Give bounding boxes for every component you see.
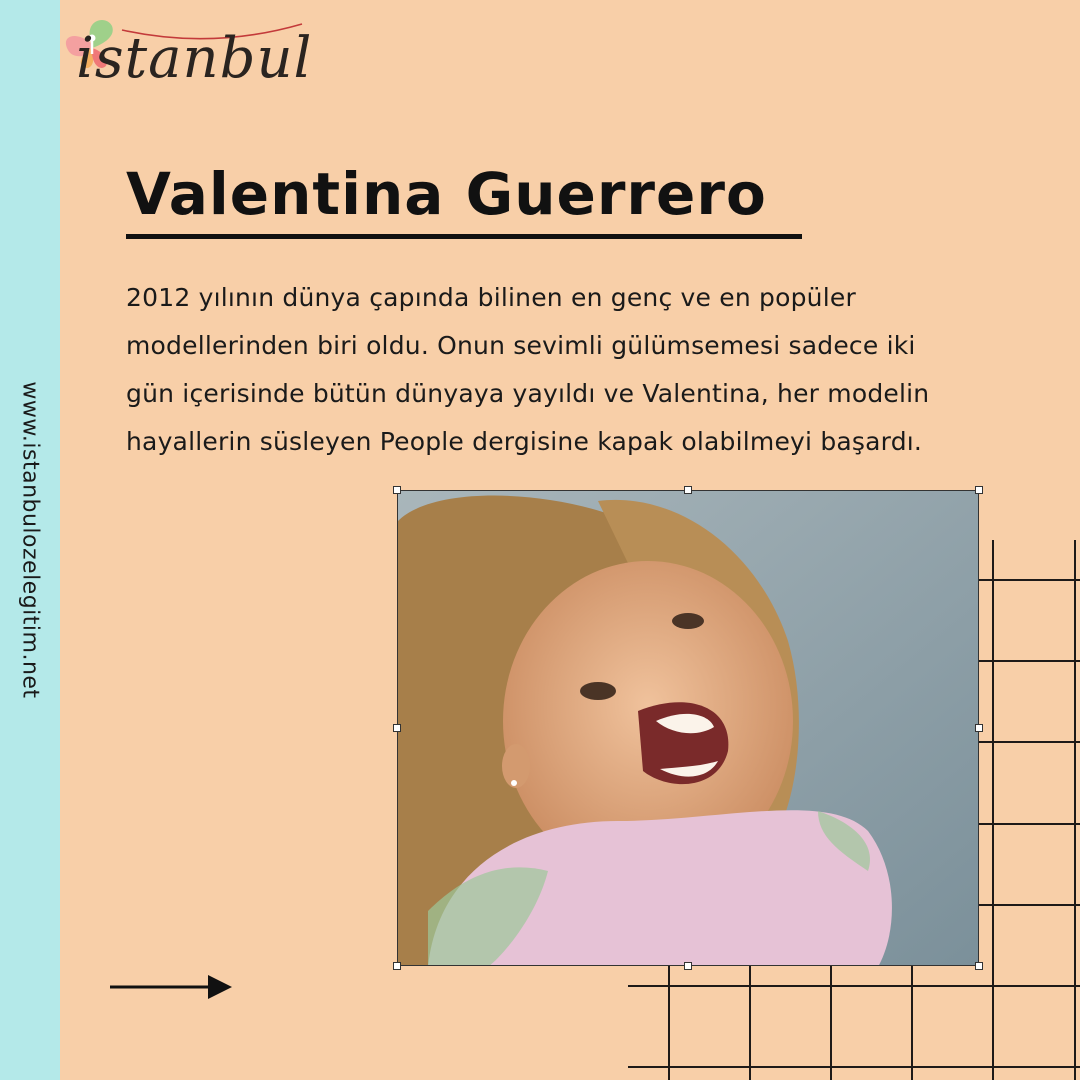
arrow-right-icon[interactable] (108, 972, 234, 1002)
resize-handle-bottom-right[interactable] (975, 962, 983, 970)
post-title: Valentina Guerrero (126, 160, 767, 228)
resize-handle-right[interactable] (975, 724, 983, 732)
post-body: 2012 yılının dünya çapında bilinen en genç ve en popüler modellerinden biri oldu. Onun sevimli gülümsemesi sadece iki gün içerisinde bütün dünyaya yayıldı ve Valentina, her modelin hayallerin süsleyen People dergisine kapak olabilmeyi başardı. (126, 283, 930, 456)
child-photo[interactable] (397, 490, 979, 966)
resize-handle-top[interactable] (684, 486, 692, 494)
resize-handle-top-right[interactable] (975, 486, 983, 494)
logo-text: istanbul (76, 26, 313, 91)
resize-handle-top-left[interactable] (393, 486, 401, 494)
resize-handle-bottom[interactable] (684, 962, 692, 970)
resize-handle-left[interactable] (393, 724, 401, 732)
resize-handle-bottom-left[interactable] (393, 962, 401, 970)
website-url[interactable]: www.istanbulozelegitim.net (17, 381, 43, 699)
